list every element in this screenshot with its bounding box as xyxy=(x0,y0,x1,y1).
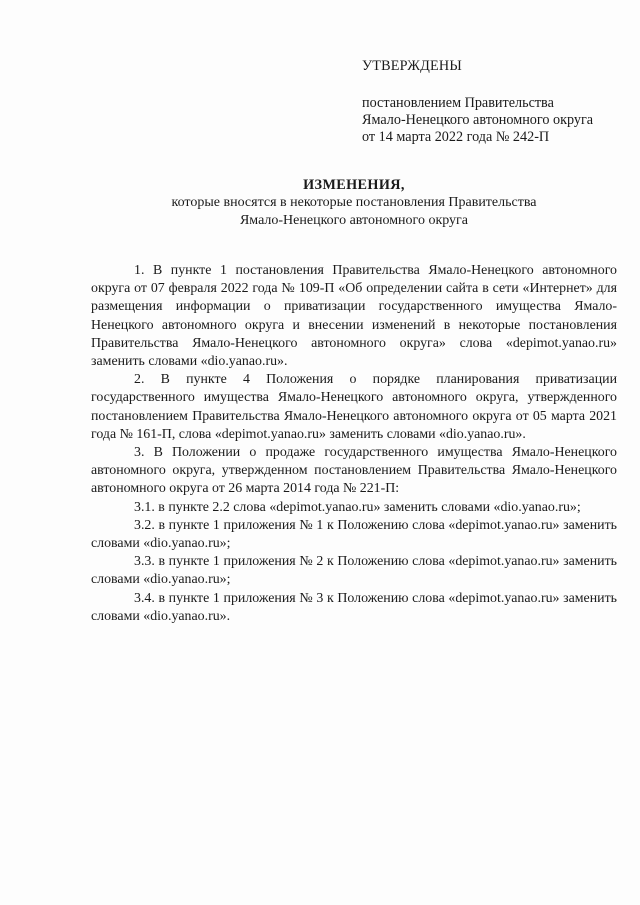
heading-subtitle-2: Ямало-Ненецкого автономного округа xyxy=(239,213,469,228)
paragraph-item-1: 1. В пункте 1 постановления Правительства Ямало-Ненецкого автономного округа от 07 февраля 2022 года № 109-П «Об определении сайта в сети «Интернет» для размещения информации о приватизации государственного имущества Ямало-Ненецкого автономного округа и внесении изменений в некоторые постановления Правительства Ямало-Ненецкого автономного округа» слова «depimot.yanao.ru» заменить словами «dio.yanao.ru». xyxy=(91,263,617,370)
paragraph-item-3-3: 3.3. в пункте 1 приложения № 2 к Положению слова «depimot.yanao.ru» заменить словами «dio.yanao.ru»; xyxy=(91,554,617,588)
approval-line-2: Ямало-Ненецкого автономного округа xyxy=(362,112,594,128)
paragraph-item-3: 3. В Положении о продаже государственного имущества Ямало-Ненецкого автономного округа, утвержденном постановлением Правительства Ямало-Ненецкого автономного округа от 26 марта 2014 года № 221-П: xyxy=(91,445,617,497)
document-heading xyxy=(90,176,618,230)
document-body xyxy=(91,262,617,626)
heading-title: ИЗМЕНЕНИЯ, xyxy=(303,177,405,193)
approval-block xyxy=(362,58,622,146)
approval-line-3: от 14 марта 2022 года № 242-П xyxy=(362,129,550,145)
heading-subtitle-1: которые вносятся в некоторые постановления Правительства xyxy=(171,195,537,210)
paragraph-item-2: 2. В пункте 4 Положения о порядке планирования приватизации государственного имущества Ямало-Ненецкого автономного округа, утвержденного постановлением Правительства Ямало-Ненецкого автономного округа от 05 марта 2021 года № 161-П, слова «depimot.yanao.ru» заменить словами «dio.yanao.ru». xyxy=(91,372,617,442)
approval-line-1: постановлением Правительства xyxy=(362,95,554,111)
approval-title: УТВЕРЖДЕНЫ xyxy=(362,58,462,74)
paragraph-item-3-2: 3.2. в пункте 1 приложения № 1 к Положению слова «depimot.yanao.ru» заменить словами «dio.yanao.ru»; xyxy=(91,517,617,552)
paragraph-item-3-4: 3.4. в пункте 1 приложения № 3 к Положению слова «depimot.yanao.ru» заменить словами «dio.yanao.ru». xyxy=(91,590,617,624)
paragraph-item-3-1: 3.1. в пункте 2.2 слова «depimot.yanao.ru» заменить словами «dio.yanao.ru»; xyxy=(134,499,581,515)
